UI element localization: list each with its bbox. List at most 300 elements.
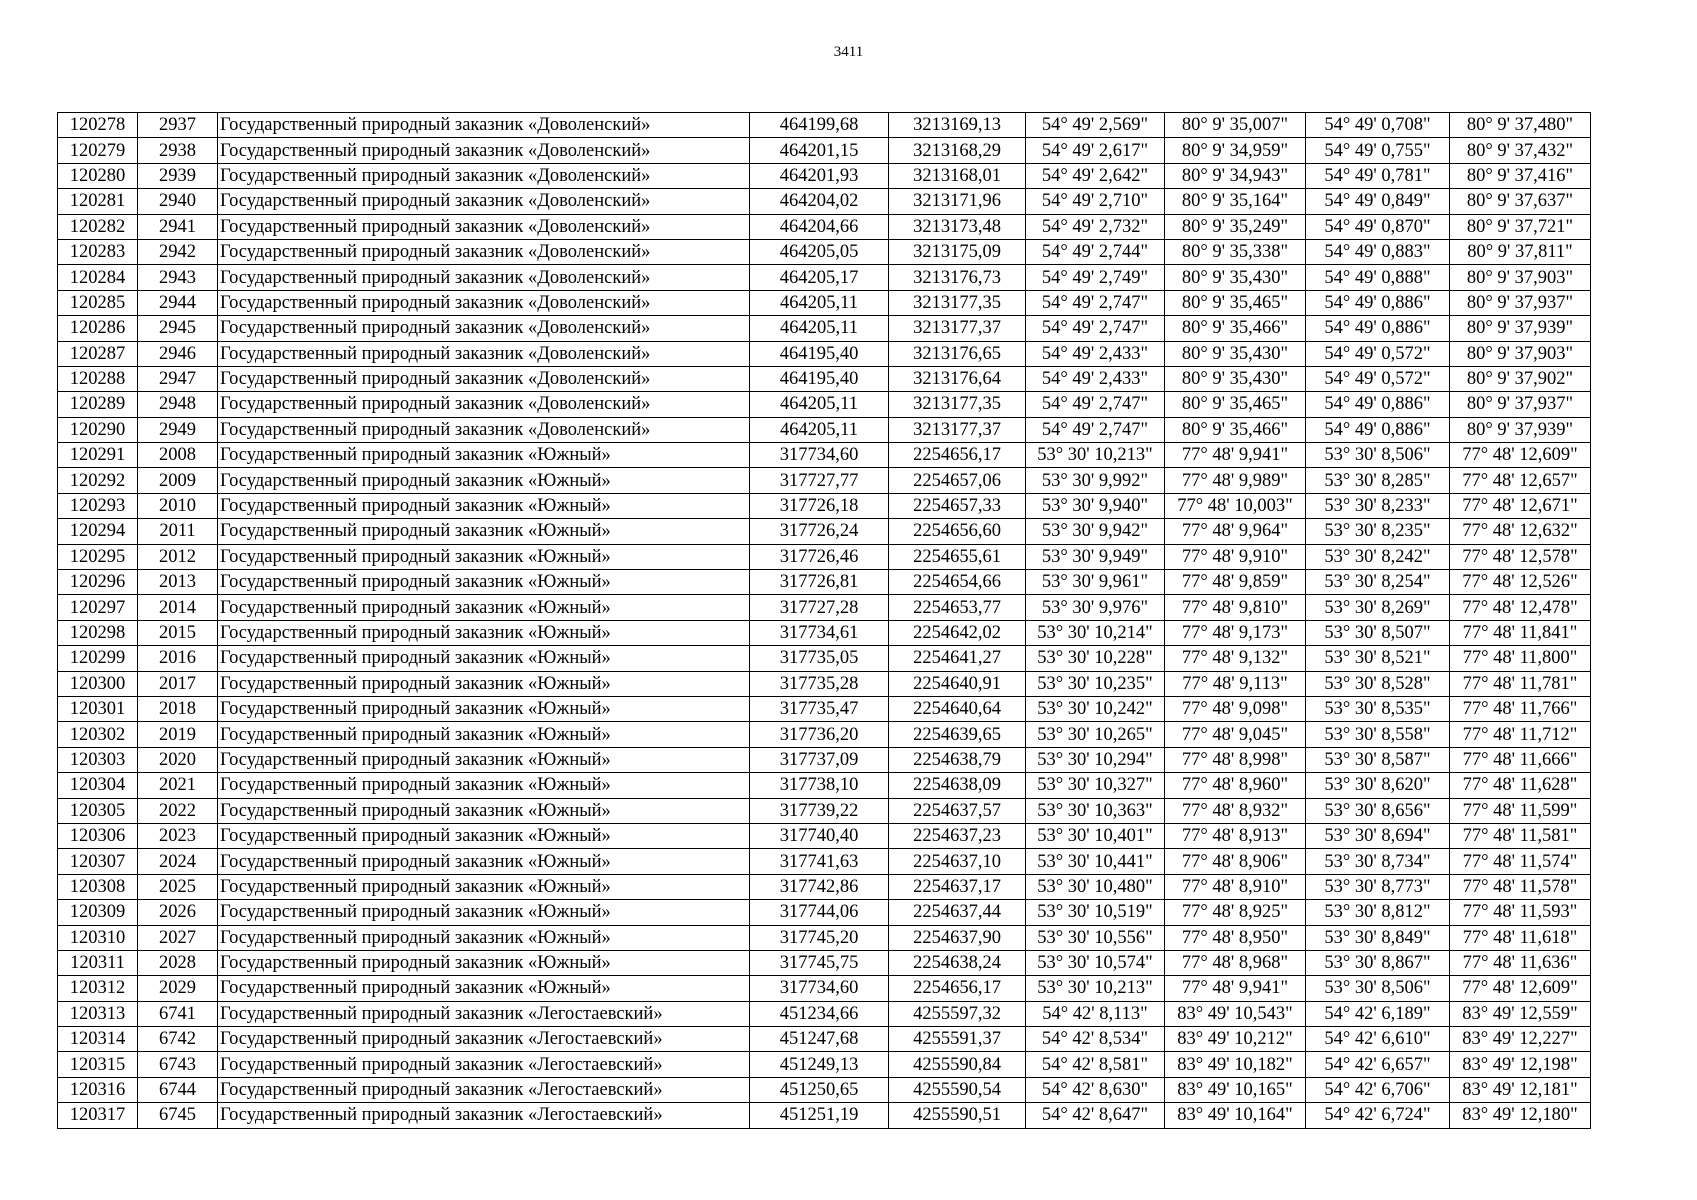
cell-row-id: 120304 (58, 773, 138, 798)
cell-point-number: 2026 (138, 900, 218, 925)
table-row (58, 874, 1591, 899)
coordinates-table (57, 112, 1591, 1129)
cell-longitude-1: 77° 48' 9,964" (1165, 519, 1306, 544)
cell-y: 4255590,51 (889, 1103, 1026, 1128)
cell-longitude-2: 77° 48' 11,581" (1450, 823, 1591, 848)
cell-name: Государственный природный заказник «Южный» (218, 950, 750, 975)
cell-x: 317735,47 (750, 696, 889, 721)
table-row (58, 113, 1591, 138)
table-row (58, 620, 1591, 645)
cell-longitude-2: 83° 49' 12,559" (1450, 1001, 1591, 1026)
cell-y: 2254657,33 (889, 493, 1026, 518)
table-row (58, 722, 1591, 747)
cell-point-number: 2019 (138, 722, 218, 747)
cell-y: 3213177,37 (889, 417, 1026, 442)
cell-longitude-1: 80° 9' 35,338" (1165, 239, 1306, 264)
cell-latitude-2: 54° 49' 0,572" (1306, 366, 1450, 391)
cell-latitude-1: 53° 30' 10,235" (1026, 671, 1165, 696)
cell-latitude-1: 53° 30' 10,480" (1026, 874, 1165, 899)
cell-point-number: 2024 (138, 849, 218, 874)
cell-x: 464205,11 (750, 417, 889, 442)
cell-name: Государственный природный заказник «Южный» (218, 798, 750, 823)
cell-longitude-2: 77° 48' 12,478" (1450, 595, 1591, 620)
cell-latitude-1: 54° 42' 8,630" (1026, 1077, 1165, 1102)
cell-row-id: 120302 (58, 722, 138, 747)
cell-x: 317745,75 (750, 950, 889, 975)
cell-row-id: 120300 (58, 671, 138, 696)
cell-longitude-1: 80° 9' 35,007" (1165, 113, 1306, 138)
cell-latitude-1: 54° 49' 2,747" (1026, 417, 1165, 442)
cell-longitude-1: 80° 9' 34,943" (1165, 163, 1306, 188)
cell-latitude-2: 54° 49' 0,886" (1306, 417, 1450, 442)
cell-row-id: 120278 (58, 113, 138, 138)
cell-longitude-2: 77° 48' 12,632" (1450, 519, 1591, 544)
cell-row-id: 120315 (58, 1052, 138, 1077)
cell-latitude-1: 54° 49' 2,744" (1026, 239, 1165, 264)
cell-latitude-1: 53° 30' 10,556" (1026, 925, 1165, 950)
cell-longitude-1: 77° 48' 9,173" (1165, 620, 1306, 645)
table-row (58, 1103, 1591, 1128)
cell-y: 4255591,37 (889, 1027, 1026, 1052)
cell-latitude-2: 53° 30' 8,269" (1306, 595, 1450, 620)
cell-row-id: 120311 (58, 950, 138, 975)
cell-latitude-1: 53° 30' 9,942" (1026, 519, 1165, 544)
cell-longitude-1: 77° 48' 8,968" (1165, 950, 1306, 975)
cell-latitude-1: 54° 42' 8,647" (1026, 1103, 1165, 1128)
cell-x: 317742,86 (750, 874, 889, 899)
cell-point-number: 2013 (138, 570, 218, 595)
cell-row-id: 120306 (58, 823, 138, 848)
cell-y: 3213168,01 (889, 163, 1026, 188)
cell-longitude-2: 80° 9' 37,416" (1450, 163, 1591, 188)
cell-latitude-1: 53° 30' 10,242" (1026, 696, 1165, 721)
cell-x: 317740,40 (750, 823, 889, 848)
cell-longitude-1: 80° 9' 35,466" (1165, 417, 1306, 442)
cell-name: Государственный природный заказник «Южный» (218, 519, 750, 544)
cell-row-id: 120281 (58, 189, 138, 214)
cell-latitude-2: 53° 30' 8,506" (1306, 976, 1450, 1001)
cell-latitude-2: 54° 49' 0,572" (1306, 341, 1450, 366)
cell-latitude-2: 54° 42' 6,189" (1306, 1001, 1450, 1026)
cell-y: 2254641,27 (889, 646, 1026, 671)
cell-point-number: 2946 (138, 341, 218, 366)
cell-name: Государственный природный заказник «Легостаевский» (218, 1052, 750, 1077)
cell-row-id: 120310 (58, 925, 138, 950)
cell-x: 464204,02 (750, 189, 889, 214)
cell-point-number: 2025 (138, 874, 218, 899)
cell-row-id: 120290 (58, 417, 138, 442)
cell-longitude-1: 77° 48' 9,989" (1165, 468, 1306, 493)
table-row (58, 417, 1591, 442)
cell-name: Государственный природный заказник «Доволенский» (218, 138, 750, 163)
cell-y: 3213173,48 (889, 214, 1026, 239)
cell-name: Государственный природный заказник «Доволенский» (218, 113, 750, 138)
cell-longitude-2: 77° 48' 11,800" (1450, 646, 1591, 671)
cell-row-id: 120298 (58, 620, 138, 645)
cell-longitude-2: 77° 48' 12,526" (1450, 570, 1591, 595)
cell-point-number: 2944 (138, 290, 218, 315)
cell-latitude-2: 53° 30' 8,535" (1306, 696, 1450, 721)
cell-x: 317745,20 (750, 925, 889, 950)
cell-y: 2254653,77 (889, 595, 1026, 620)
cell-latitude-1: 53° 30' 10,441" (1026, 849, 1165, 874)
cell-latitude-1: 54° 49' 2,710" (1026, 189, 1165, 214)
cell-x: 451251,19 (750, 1103, 889, 1128)
cell-latitude-2: 53° 30' 8,812" (1306, 900, 1450, 925)
cell-longitude-1: 77° 48' 8,950" (1165, 925, 1306, 950)
cell-longitude-1: 77° 48' 8,998" (1165, 747, 1306, 772)
cell-longitude-2: 77° 48' 11,841" (1450, 620, 1591, 645)
cell-row-id: 120292 (58, 468, 138, 493)
table-row (58, 696, 1591, 721)
cell-longitude-1: 77° 48' 9,859" (1165, 570, 1306, 595)
cell-latitude-1: 53° 30' 9,992" (1026, 468, 1165, 493)
cell-x: 464205,11 (750, 290, 889, 315)
cell-name: Государственный природный заказник «Южный» (218, 570, 750, 595)
cell-longitude-1: 80° 9' 35,430" (1165, 341, 1306, 366)
cell-latitude-2: 54° 49' 0,870" (1306, 214, 1450, 239)
cell-longitude-2: 77° 48' 11,599" (1450, 798, 1591, 823)
cell-x: 464195,40 (750, 366, 889, 391)
cell-y: 3213177,37 (889, 316, 1026, 341)
cell-x: 317737,09 (750, 747, 889, 772)
table-row (58, 849, 1591, 874)
cell-y: 3213177,35 (889, 392, 1026, 417)
cell-latitude-1: 53° 30' 10,519" (1026, 900, 1165, 925)
cell-latitude-1: 54° 49' 2,617" (1026, 138, 1165, 163)
table-row (58, 493, 1591, 518)
cell-longitude-2: 77° 48' 11,578" (1450, 874, 1591, 899)
cell-name: Государственный природный заказник «Южный» (218, 747, 750, 772)
cell-point-number: 2939 (138, 163, 218, 188)
cell-latitude-2: 54° 49' 0,886" (1306, 316, 1450, 341)
cell-longitude-1: 80° 9' 35,164" (1165, 189, 1306, 214)
cell-latitude-2: 53° 30' 8,242" (1306, 544, 1450, 569)
cell-longitude-2: 77° 48' 12,609" (1450, 976, 1591, 1001)
cell-y: 3213175,09 (889, 239, 1026, 264)
cell-longitude-2: 77° 48' 11,593" (1450, 900, 1591, 925)
cell-y: 2254654,66 (889, 570, 1026, 595)
cell-latitude-2: 54° 49' 0,755" (1306, 138, 1450, 163)
cell-point-number: 2945 (138, 316, 218, 341)
cell-x: 317726,81 (750, 570, 889, 595)
cell-longitude-1: 83° 49' 10,182" (1165, 1052, 1306, 1077)
cell-row-id: 120279 (58, 138, 138, 163)
cell-y: 2254638,24 (889, 950, 1026, 975)
cell-y: 2254639,65 (889, 722, 1026, 747)
cell-x: 317744,06 (750, 900, 889, 925)
cell-x: 317734,60 (750, 976, 889, 1001)
cell-row-id: 120297 (58, 595, 138, 620)
table-row (58, 671, 1591, 696)
cell-latitude-1: 53° 30' 10,214" (1026, 620, 1165, 645)
table-row (58, 239, 1591, 264)
cell-y: 2254640,64 (889, 696, 1026, 721)
table-row (58, 570, 1591, 595)
cell-name: Государственный природный заказник «Южный» (218, 849, 750, 874)
cell-latitude-2: 54° 42' 6,610" (1306, 1027, 1450, 1052)
cell-name: Государственный природный заказник «Южный» (218, 646, 750, 671)
cell-x: 464201,93 (750, 163, 889, 188)
cell-latitude-2: 53° 30' 8,558" (1306, 722, 1450, 747)
cell-name: Государственный природный заказник «Южный» (218, 976, 750, 1001)
cell-longitude-1: 77° 48' 10,003" (1165, 493, 1306, 518)
cell-longitude-2: 77° 48' 11,712" (1450, 722, 1591, 747)
cell-point-number: 2011 (138, 519, 218, 544)
cell-y: 2254637,17 (889, 874, 1026, 899)
cell-latitude-2: 53° 30' 8,285" (1306, 468, 1450, 493)
cell-longitude-1: 80° 9' 35,465" (1165, 290, 1306, 315)
cell-x: 464205,17 (750, 265, 889, 290)
cell-row-id: 120289 (58, 392, 138, 417)
cell-latitude-2: 54° 49' 0,708" (1306, 113, 1450, 138)
cell-x: 317739,22 (750, 798, 889, 823)
cell-x: 464199,68 (750, 113, 889, 138)
cell-x: 317734,61 (750, 620, 889, 645)
cell-y: 3213171,96 (889, 189, 1026, 214)
cell-x: 464205,11 (750, 316, 889, 341)
cell-point-number: 2947 (138, 366, 218, 391)
cell-longitude-2: 77° 48' 11,628" (1450, 773, 1591, 798)
table-row (58, 468, 1591, 493)
cell-latitude-2: 53° 30' 8,506" (1306, 443, 1450, 468)
cell-point-number: 2029 (138, 976, 218, 1001)
cell-name: Государственный природный заказник «Доволенский» (218, 366, 750, 391)
cell-name: Государственный природный заказник «Легостаевский» (218, 1077, 750, 1102)
cell-point-number: 2938 (138, 138, 218, 163)
cell-latitude-1: 54° 49' 2,747" (1026, 392, 1165, 417)
cell-name: Государственный природный заказник «Южный» (218, 696, 750, 721)
cell-name: Государственный природный заказник «Легостаевский» (218, 1103, 750, 1128)
cell-x: 317735,28 (750, 671, 889, 696)
cell-y: 3213168,29 (889, 138, 1026, 163)
cell-name: Государственный природный заказник «Южный» (218, 595, 750, 620)
cell-longitude-1: 80° 9' 35,249" (1165, 214, 1306, 239)
cell-longitude-1: 80° 9' 35,466" (1165, 316, 1306, 341)
cell-point-number: 2943 (138, 265, 218, 290)
cell-row-id: 120316 (58, 1077, 138, 1102)
cell-longitude-2: 80° 9' 37,937" (1450, 392, 1591, 417)
cell-x: 317741,63 (750, 849, 889, 874)
cell-latitude-2: 54° 42' 6,724" (1306, 1103, 1450, 1128)
cell-row-id: 120307 (58, 849, 138, 874)
cell-longitude-1: 77° 48' 9,810" (1165, 595, 1306, 620)
cell-point-number: 2948 (138, 392, 218, 417)
cell-y: 2254637,90 (889, 925, 1026, 950)
cell-row-id: 120309 (58, 900, 138, 925)
cell-point-number: 2014 (138, 595, 218, 620)
cell-longitude-2: 80° 9' 37,903" (1450, 341, 1591, 366)
cell-x: 317735,05 (750, 646, 889, 671)
table-row (58, 595, 1591, 620)
table-row (58, 341, 1591, 366)
cell-longitude-2: 77° 48' 12,578" (1450, 544, 1591, 569)
cell-longitude-2: 80° 9' 37,637" (1450, 189, 1591, 214)
cell-point-number: 2016 (138, 646, 218, 671)
cell-latitude-1: 53° 30' 10,213" (1026, 443, 1165, 468)
cell-longitude-2: 83° 49' 12,198" (1450, 1052, 1591, 1077)
cell-point-number: 2023 (138, 823, 218, 848)
cell-latitude-2: 53° 30' 8,235" (1306, 519, 1450, 544)
cell-y: 3213176,64 (889, 366, 1026, 391)
cell-row-id: 120308 (58, 874, 138, 899)
cell-row-id: 120296 (58, 570, 138, 595)
cell-row-id: 120301 (58, 696, 138, 721)
cell-longitude-2: 77° 48' 12,657" (1450, 468, 1591, 493)
cell-y: 2254637,10 (889, 849, 1026, 874)
cell-name: Государственный природный заказник «Южный» (218, 671, 750, 696)
cell-x: 464195,40 (750, 341, 889, 366)
cell-latitude-2: 53° 30' 8,620" (1306, 773, 1450, 798)
cell-point-number: 2017 (138, 671, 218, 696)
cell-longitude-1: 77° 48' 9,113" (1165, 671, 1306, 696)
cell-y: 2254642,02 (889, 620, 1026, 645)
cell-latitude-1: 54° 42' 8,113" (1026, 1001, 1165, 1026)
cell-latitude-1: 53° 30' 10,294" (1026, 747, 1165, 772)
cell-longitude-1: 83° 49' 10,543" (1165, 1001, 1306, 1026)
cell-longitude-2: 77° 48' 11,766" (1450, 696, 1591, 721)
table-row (58, 950, 1591, 975)
cell-name: Государственный природный заказник «Доволенский» (218, 239, 750, 264)
cell-latitude-1: 53° 30' 9,961" (1026, 570, 1165, 595)
cell-point-number: 6742 (138, 1027, 218, 1052)
cell-x: 317727,77 (750, 468, 889, 493)
cell-point-number: 2941 (138, 214, 218, 239)
cell-y: 4255597,32 (889, 1001, 1026, 1026)
cell-longitude-1: 77° 48' 9,045" (1165, 722, 1306, 747)
cell-longitude-1: 77° 48' 8,932" (1165, 798, 1306, 823)
cell-row-id: 120287 (58, 341, 138, 366)
cell-longitude-2: 77° 48' 11,781" (1450, 671, 1591, 696)
cell-longitude-1: 80° 9' 35,465" (1165, 392, 1306, 417)
cell-point-number: 6744 (138, 1077, 218, 1102)
cell-y: 2254656,17 (889, 443, 1026, 468)
cell-name: Государственный природный заказник «Доволенский» (218, 316, 750, 341)
cell-name: Государственный природный заказник «Южный» (218, 874, 750, 899)
table-row (58, 1001, 1591, 1026)
cell-point-number: 2020 (138, 747, 218, 772)
cell-name: Государственный природный заказник «Южный» (218, 468, 750, 493)
cell-latitude-1: 53° 30' 9,949" (1026, 544, 1165, 569)
cell-row-id: 120299 (58, 646, 138, 671)
table-row (58, 443, 1591, 468)
cell-longitude-2: 77° 48' 11,574" (1450, 849, 1591, 874)
cell-row-id: 120282 (58, 214, 138, 239)
cell-longitude-1: 77° 48' 9,132" (1165, 646, 1306, 671)
cell-longitude-2: 77° 48' 11,618" (1450, 925, 1591, 950)
cell-latitude-2: 54° 49' 0,886" (1306, 392, 1450, 417)
table-row (58, 544, 1591, 569)
cell-latitude-1: 53° 30' 10,401" (1026, 823, 1165, 848)
cell-latitude-2: 54° 49' 0,781" (1306, 163, 1450, 188)
cell-longitude-1: 80° 9' 35,430" (1165, 366, 1306, 391)
cell-longitude-2: 80° 9' 37,937" (1450, 290, 1591, 315)
cell-latitude-2: 54° 42' 6,706" (1306, 1077, 1450, 1102)
cell-latitude-1: 53° 30' 10,213" (1026, 976, 1165, 1001)
cell-y: 2254637,23 (889, 823, 1026, 848)
cell-latitude-1: 54° 42' 8,534" (1026, 1027, 1165, 1052)
table-row (58, 900, 1591, 925)
cell-y: 2254657,06 (889, 468, 1026, 493)
cell-y: 2254638,79 (889, 747, 1026, 772)
cell-name: Государственный природный заказник «Южный» (218, 493, 750, 518)
cell-y: 2254638,09 (889, 773, 1026, 798)
cell-point-number: 6741 (138, 1001, 218, 1026)
cell-point-number: 2940 (138, 189, 218, 214)
cell-y: 3213177,35 (889, 290, 1026, 315)
table-row (58, 519, 1591, 544)
cell-point-number: 2012 (138, 544, 218, 569)
cell-name: Государственный природный заказник «Южный» (218, 722, 750, 747)
cell-point-number: 2937 (138, 113, 218, 138)
table-row (58, 392, 1591, 417)
cell-row-id: 120291 (58, 443, 138, 468)
cell-longitude-2: 77° 48' 11,636" (1450, 950, 1591, 975)
cell-longitude-1: 77° 48' 8,913" (1165, 823, 1306, 848)
table-row (58, 823, 1591, 848)
table-row (58, 1052, 1591, 1077)
table-row (58, 1027, 1591, 1052)
cell-latitude-2: 53° 30' 8,521" (1306, 646, 1450, 671)
cell-y: 3213176,73 (889, 265, 1026, 290)
cell-latitude-1: 54° 49' 2,642" (1026, 163, 1165, 188)
cell-x: 317736,20 (750, 722, 889, 747)
cell-longitude-1: 77° 48' 8,925" (1165, 900, 1306, 925)
cell-latitude-1: 53° 30' 9,940" (1026, 493, 1165, 518)
cell-x: 317726,18 (750, 493, 889, 518)
table-row (58, 1077, 1591, 1102)
cell-row-id: 120314 (58, 1027, 138, 1052)
cell-latitude-1: 53° 30' 10,363" (1026, 798, 1165, 823)
cell-y: 2254640,91 (889, 671, 1026, 696)
cell-longitude-1: 83° 49' 10,212" (1165, 1027, 1306, 1052)
cell-row-id: 120286 (58, 316, 138, 341)
cell-longitude-1: 77° 48' 8,960" (1165, 773, 1306, 798)
cell-latitude-1: 54° 49' 2,569" (1026, 113, 1165, 138)
cell-y: 2254637,44 (889, 900, 1026, 925)
cell-x: 451247,68 (750, 1027, 889, 1052)
cell-latitude-1: 54° 49' 2,732" (1026, 214, 1165, 239)
cell-longitude-2: 80° 9' 37,480" (1450, 113, 1591, 138)
cell-point-number: 6743 (138, 1052, 218, 1077)
cell-longitude-1: 77° 48' 8,906" (1165, 849, 1306, 874)
cell-x: 317726,24 (750, 519, 889, 544)
cell-longitude-1: 77° 48' 9,910" (1165, 544, 1306, 569)
cell-longitude-2: 77° 48' 12,609" (1450, 443, 1591, 468)
table-row (58, 773, 1591, 798)
cell-row-id: 120283 (58, 239, 138, 264)
cell-longitude-2: 77° 48' 12,671" (1450, 493, 1591, 518)
page-number: 3411 (833, 44, 864, 60)
cell-y: 3213169,13 (889, 113, 1026, 138)
cell-x: 317738,10 (750, 773, 889, 798)
cell-name: Государственный природный заказник «Южный» (218, 823, 750, 848)
cell-x: 451249,13 (750, 1052, 889, 1077)
cell-name: Государственный природный заказник «Доволенский» (218, 214, 750, 239)
cell-name: Государственный природный заказник «Доволенский» (218, 265, 750, 290)
cell-latitude-2: 54° 42' 6,657" (1306, 1052, 1450, 1077)
cell-row-id: 120303 (58, 747, 138, 772)
cell-name: Государственный природный заказник «Южный» (218, 773, 750, 798)
cell-latitude-2: 53° 30' 8,694" (1306, 823, 1450, 848)
cell-point-number: 2021 (138, 773, 218, 798)
cell-x: 317726,46 (750, 544, 889, 569)
cell-latitude-2: 54° 49' 0,849" (1306, 189, 1450, 214)
cell-name: Государственный природный заказник «Южный» (218, 443, 750, 468)
cell-point-number: 2027 (138, 925, 218, 950)
cell-point-number: 2008 (138, 443, 218, 468)
cell-row-id: 120305 (58, 798, 138, 823)
